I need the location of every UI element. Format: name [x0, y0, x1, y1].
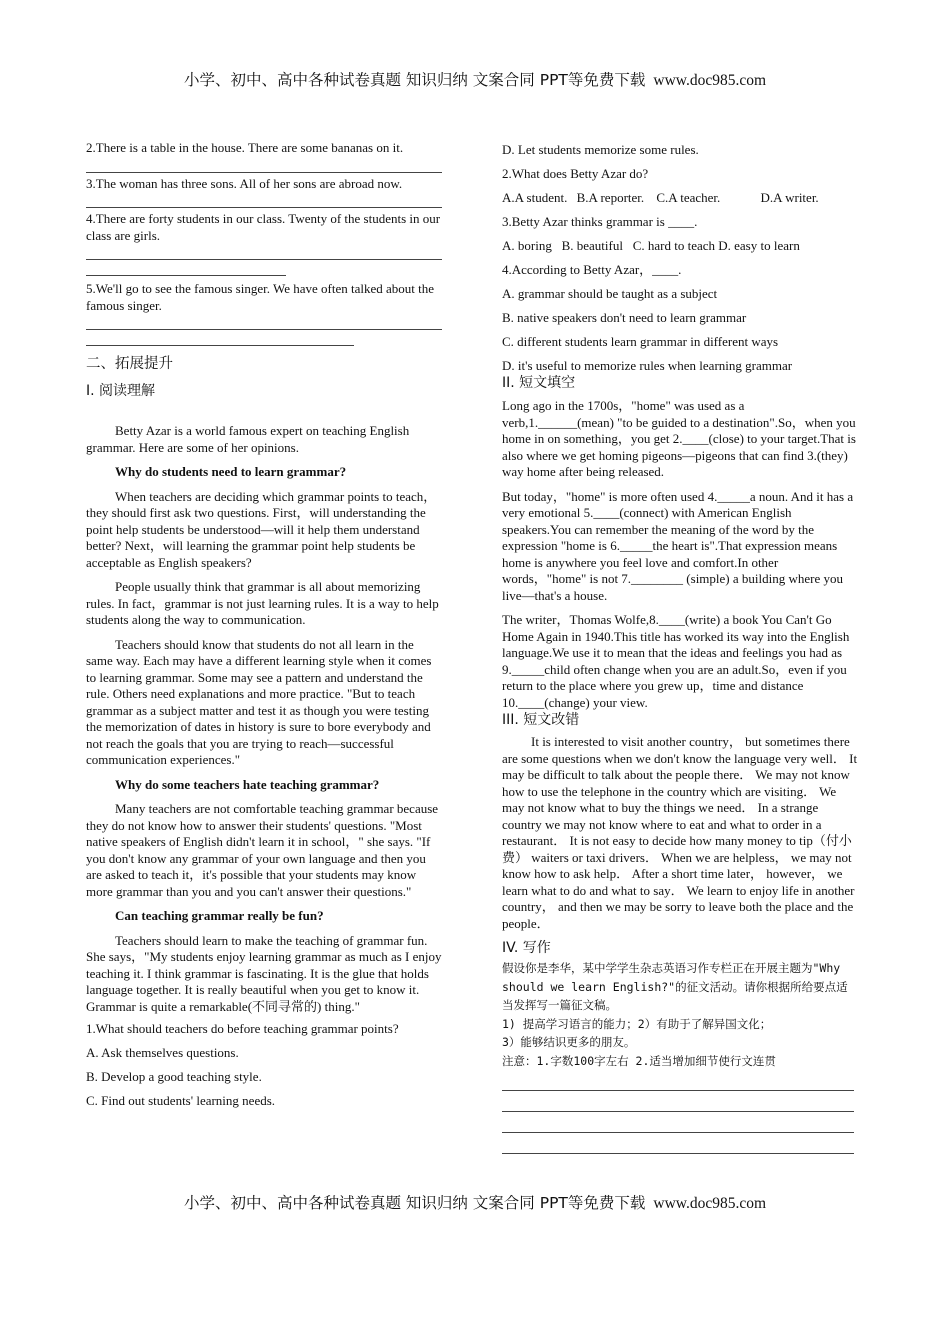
- option-a: A.A student.: [502, 190, 568, 205]
- reading-question-3: 3.Betty Azar thinks grammar is ____.: [502, 214, 698, 229]
- writing-line[interactable]: [502, 1133, 854, 1154]
- option-c: C. Find out students' learning needs.: [86, 1093, 276, 1108]
- writing-line[interactable]: [502, 1091, 854, 1112]
- writing-line[interactable]: [502, 1070, 854, 1091]
- option-b: B. native speakers don't need to learn grammar: [502, 310, 747, 325]
- footer-text: 小学、初中、高中各种试卷真题 知识归纳 文案合同 PPT等免费下载: [183, 1194, 646, 1212]
- option-b: B.A reporter.: [576, 190, 645, 205]
- left-column: [86, 140, 442, 1113]
- reading-paragraph: Teachers should learn to make the teaching of grammar fun. She says，"My students enjoy learning grammar as much as I enjoy teaching it. I think grammar is fascinating. It is the glue that holds language together. It is really beautiful when you get to know it. Grammar is quite a remarkable(不同寻常的) thing.": [86, 932, 442, 1014]
- reading-question-1: 1.What should teachers do before teaching grammar points?: [86, 1021, 399, 1036]
- header-text: 小学、初中、高中各种试卷真题 知识归纳 文案合同 PPT等免费下载: [183, 71, 646, 89]
- error-correction-title: III. 短文改错: [502, 712, 580, 728]
- rewrite-question-3: 3.The woman has three sons. All of her sons are abroad now.: [86, 175, 403, 191]
- option-c: C. different students learn grammar in different ways: [502, 334, 779, 349]
- right-column: [502, 140, 858, 1154]
- reading-intro: Betty Azar is a world famous expert on teaching English grammar. Here are some of her opinions.: [86, 423, 410, 455]
- writing-prompt: 假设你是李华，某中学学生杂志英语习作专栏正在开展主题为"Why should we learn English?"的征文活动。请你根据所给要点适当发挥写一篇征文稿。: [502, 961, 848, 1012]
- cloze-paragraph: The writer，Thomas Wolfe,8.____(write) a book You Can't Go Home Again in 1940.This title has worked its way into the English language.We use it to mean that the ideas and feelings you had as 9._____child often change when you are an adult.So，even if you return to the place where you grew up，time and distance 10.____(change) your view.: [502, 612, 850, 710]
- error-correction-text: It is interested to visit another country， but sometimes there are some questions when we don't know the language very well． It may be difficult to talk about the people there． We may not know how to use the telephone in the country which are visiting． We may not know what to buy the things we need． In a strange country we may not know where to eat and what to order in a restaurant． It is not easy to decide how many money to tip（付小费） waiters or taxi drivers． When we are helpless， we may not know how to ask help． After a short time later， however， we learn what to do and what to say． We learn to enjoy life in another country， and then we may be sorry to leave both the place and the people．: [502, 734, 858, 931]
- writing-note: 注意：1.字数100字左右 2.适当增加细节使行文连贯: [502, 1053, 776, 1068]
- answer-line: [86, 244, 442, 260]
- section-title: 二、拓展提升: [86, 356, 173, 372]
- reading-paragraph: Teachers should know that students do not all learn in the same way. Each may have a different learning style when it comes to learning grammar. Some may see a pattern and understand the rule. Others need explanations and more practice. "But to teach grammar as a subject matter and test it as though you were testing the memorization of dates in history is sure to bore everybody and not reach the goals that you are trying to reach—successful communication experiences.": [86, 636, 432, 767]
- answer-line: [86, 314, 442, 330]
- option-d: D. it's useful to memorize rules when learning grammar: [502, 358, 793, 373]
- cloze-paragraph: Long ago in the 1700s，"home" was used as a verb,1.______(mean) "to be guided to a destination".So，when you home in on something，you get 2.____(close) to your target.That is also where we get homing pigeons—pigeons that can find 3.(they) way home after being released.: [502, 398, 856, 479]
- answer-line: [86, 330, 354, 346]
- option-d: D. Let students memorize some rules.: [502, 142, 699, 157]
- cloze-title: II. 短文填空: [502, 375, 576, 391]
- page-header: [0, 68, 950, 90]
- footer-url[interactable]: www.doc985.com: [653, 1195, 767, 1212]
- reading-paragraph: People usually think that grammar is all about memorizing rules. In fact，grammar is not just learning rules. It is a way to help students along the way to communication.: [86, 579, 439, 627]
- option-a: A. grammar should be taught as a subject: [502, 286, 718, 301]
- writing-title: IV. 写作: [502, 940, 551, 956]
- page-footer: [0, 1191, 950, 1213]
- question-3-options: A. boring B. beautiful C. hard to teach D. easy to learn: [502, 238, 800, 253]
- header-url[interactable]: www.doc985.com: [653, 72, 767, 89]
- option-a: A. Ask themselves questions.: [86, 1045, 239, 1060]
- reading-question-4: 4.According to Betty Azar，____.: [502, 262, 682, 277]
- rewrite-question-2: 2.There is a table in the house. There are some bananas on it.: [86, 140, 404, 155]
- answer-line: [86, 192, 442, 208]
- reading-heading-1: Why do students need to learn grammar?: [115, 464, 347, 479]
- option-b: B. Develop a good teaching style.: [86, 1069, 262, 1084]
- option-d: D.A writer.: [760, 190, 819, 205]
- writing-points: 3）能够结识更多的朋友。: [502, 1035, 636, 1049]
- question-2-options: [502, 186, 858, 210]
- cloze-paragraph: But today，"home" is more often used 4._____a noun. And it has a very emotional 5.____(connect) with American English speakers.You can remember the meaning of the word by the expression "home is 6._____the heart is".That expression means home is anywhere you feel love and comfort.In other words，"home" is not 7.________ (simple) a building where you live—that's a house.: [502, 488, 854, 603]
- reading-title: I. 阅读理解: [86, 383, 156, 399]
- writing-line[interactable]: [502, 1112, 854, 1133]
- writing-points: 1) 提高学习语言的能力；2）有助于了解异国文化；: [502, 1016, 772, 1031]
- reading-paragraph: When teachers are deciding which grammar points to teach，they should first ask two questions. First，will understanding the point help students be understood—will it help them understand better? Next，will learning the grammar point help students be acceptable as English speakers?: [86, 488, 437, 570]
- reading-paragraph: Many teachers are not comfortable teaching grammar because they do not know how to answer their students' questions. "Most native speakers of English didn't learn it in school，" she says. "If you don't know any grammar of your own language and then you are asked to teach it，it's possible that your students may know more grammar than you and you can't answer their questions.": [86, 801, 439, 899]
- reading-heading-3: Can teaching grammar really be fun?: [115, 908, 324, 923]
- option-c: C.A teacher.: [656, 190, 721, 205]
- reading-heading-2: Why do some teachers hate teaching grammar?: [115, 776, 380, 792]
- rewrite-question-4: 4.There are forty students in our class. Twenty of the students in our class are girls.: [86, 211, 441, 243]
- reading-question-2: 2.What does Betty Azar do?: [502, 166, 649, 181]
- answer-line: [86, 157, 442, 173]
- rewrite-question-5: 5.We'll go to see the famous singer. We have often talked about the famous singer.: [86, 281, 435, 313]
- answer-line: [86, 260, 286, 276]
